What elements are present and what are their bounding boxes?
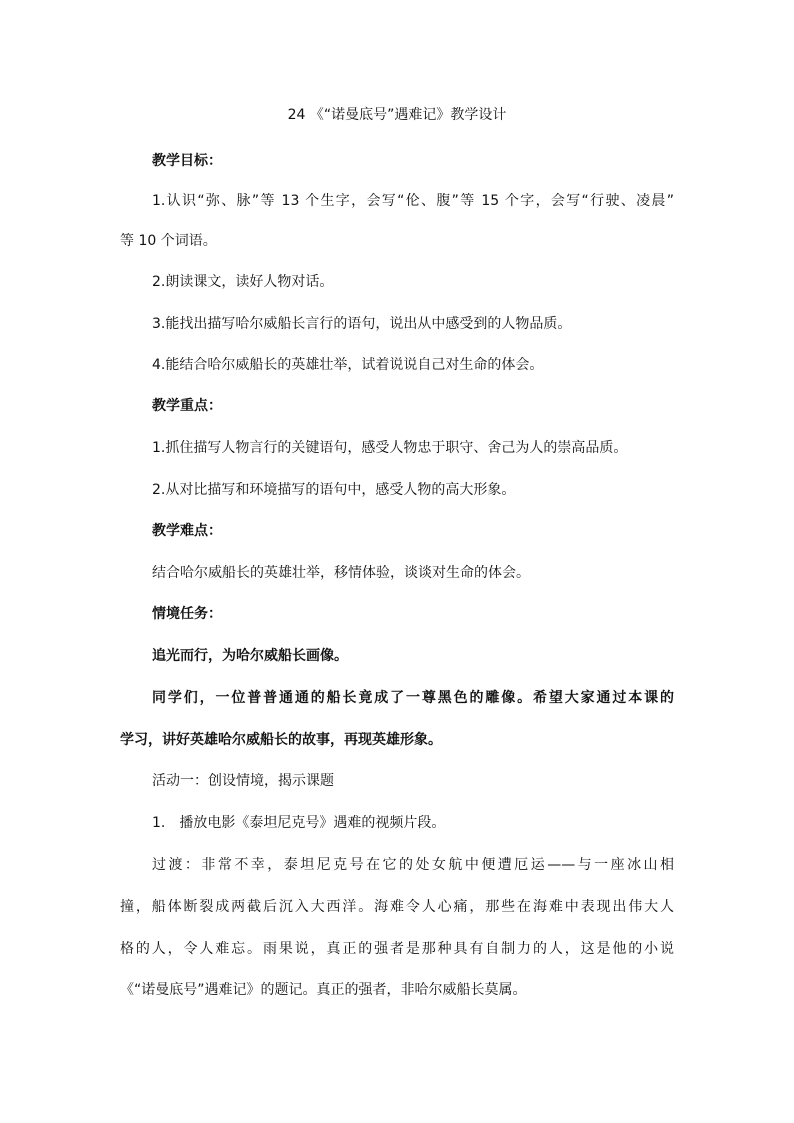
objective-4: 4.能结合哈尔威船长的英雄壮举，试着说说自己对生命的体会。 bbox=[152, 357, 544, 373]
key-point-2: 2.从对比描写和环境描写的语句中，感受人物的高大形象。 bbox=[152, 482, 516, 498]
task-paragraph-line-1: 同学们，一位普普通通的船长竟成了一尊黑色的雕像。希望大家通过本课的 bbox=[152, 690, 674, 706]
difficulties-heading: 教学难点： bbox=[152, 523, 222, 539]
objective-2: 2.朗读课文，读好人物对话。 bbox=[152, 274, 334, 290]
task-paragraph-line-2: 学习，讲好英雄哈尔威船长的故事，再现英雄形象。 bbox=[120, 732, 442, 748]
transition-line-2: 撞，船体断裂成两截后沉入大西洋。海难令人心痛，那些在海难中表现出伟大人 bbox=[120, 899, 674, 915]
activity1-heading: 活动一：创设情境，揭示课题 bbox=[152, 773, 334, 789]
page-title: 24 《“诺曼底号”遇难记》教学设计 bbox=[287, 107, 507, 123]
objective-1-line-2: 等 10 个词语。 bbox=[120, 233, 217, 249]
transition-line-1: 过渡：非常不幸，泰坦尼克号在它的处女航中便遭厄运——与一座冰山相 bbox=[152, 857, 674, 873]
task-bold-line: 追光而行，为哈尔威船长画像。 bbox=[152, 648, 348, 664]
transition-line-3: 格的人，令人难忘。雨果说，真正的强者是那种具有自制力的人，这是他的小说 bbox=[120, 941, 674, 957]
objectives-heading: 教学目标： bbox=[152, 153, 222, 169]
key-point-1: 1.抓住描写人物言行的关键语句，感受人物忠于职守、舍己为人的崇高品质。 bbox=[152, 440, 628, 456]
key-points-heading: 教学重点： bbox=[152, 398, 222, 414]
difficulties-text: 结合哈尔威船长的英雄壮举，移情体验，谈谈对生命的体会。 bbox=[152, 565, 530, 581]
activity1-step-1: 1. 播放电影《泰坦尼克号》遇难的视频片段。 bbox=[152, 815, 446, 831]
objective-3: 3.能找出描写哈尔威船长言行的语句，说出从中感受到的人物品质。 bbox=[152, 316, 572, 332]
objective-1-line-1: 1.认识“弥、脉”等 13 个生字，会写“伦、腹”等 15 个字，会写“行驶、凌晨” bbox=[152, 193, 674, 209]
transition-line-4: 《“诺曼底号”遇难记》的题记。真正的强者，非哈尔威船长莫属。 bbox=[120, 982, 527, 998]
task-heading: 情境任务： bbox=[152, 606, 222, 622]
